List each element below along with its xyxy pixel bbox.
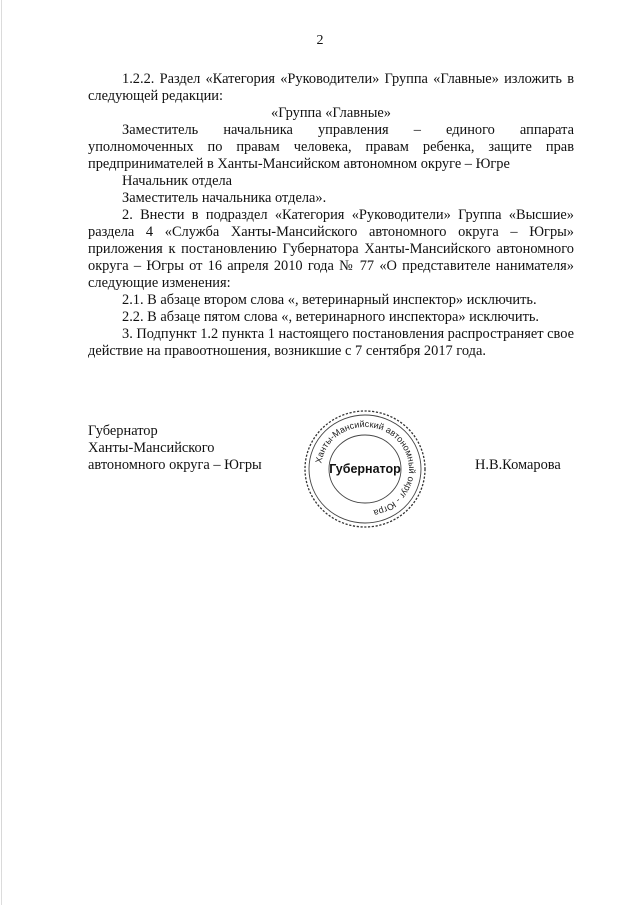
paragraph-1-2-2: 1.2.2. Раздел «Категория «Руководители» Группа «Главные» изложить в следующей редакции: [88,71,574,104]
seal-graphic [300,405,430,530]
position-deputy-department-head: Заместитель начальника отдела». [122,190,327,206]
paragraph-3: 3. Подпункт 1.2 пункта 1 настоящего постановления распространяет свое действие на правоотношения, возникшие с 7 сентября 2017 года. [88,326,574,359]
paragraph-2-1: 2.1. В абзаце втором слова «, ветеринарный инспектор» исключить. [122,292,537,308]
signatory-title [88,423,262,474]
document-body [88,71,574,360]
signatory-title-line: Губернатор [88,423,158,439]
seal-ring-text: Ханты-Мансийский автономный округ - Югра [313,418,418,519]
signatory-title-line: автономного округа – Югры [88,457,262,473]
paragraph-2-2: 2.2. В абзаце пятом слова «, ветеринарного инспектора» исключить. [122,309,540,325]
position-deputy-head: Заместитель начальника управления – единого аппарата уполномоченных по правам человека, правам ребенка, защите прав предпринимателей в Ханты-Мансийском автономном округе – Югре [88,122,574,172]
position-department-head: Начальник отдела [122,173,233,189]
group-heading: «Группа «Главные» [271,105,391,121]
seal-center-text: Губернатор [329,462,401,476]
page-edge-shadow [1,0,2,905]
signatory-title-line: Ханты-Мансийского [88,440,215,456]
page-number: 2 [316,33,324,48]
paragraph-2: 2. Внести в подраздел «Категория «Руководители» Группа «Высшие» раздела 4 «Служба Ханты-Мансийского автономного округа – Югры» приложения к постановлению Губернатора Ханты-Мансийского автономного округа – Югры от 16 апреля 2010 года № 77 «О представителе нанимателя» следующие изменения: [88,207,574,291]
signatory-name: Н.В.Комарова [475,457,561,473]
official-seal [300,405,430,530]
